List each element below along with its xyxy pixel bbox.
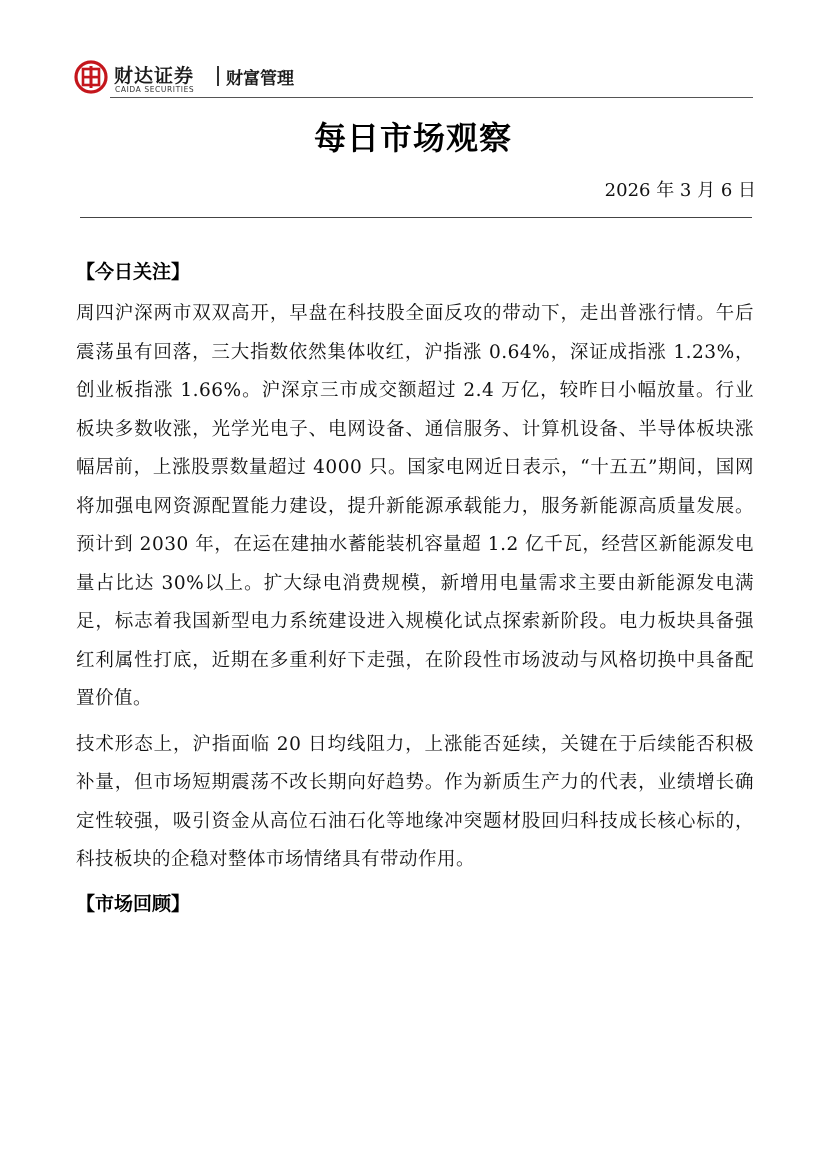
section-heading-market-review: 【市场回顾】	[76, 892, 191, 915]
header-divider	[217, 66, 219, 86]
paragraph: 技术形态上，沪指面临 20 日均线阻力，上涨能否延续，关键在于后续能否积极补量，但市场短期震荡不改长期向好趋势。作为新质生产力的代表，业绩增长确定性较强，吸引资金从高位石油石化等地缘冲突题材股回归科技成长核心标的，科技板块的企稳对整体市场情绪具有带动作用。	[76, 733, 754, 870]
date-rule	[80, 217, 752, 218]
page-title: 每日市场观察	[313, 119, 512, 157]
unit-name: 财富管理	[226, 69, 294, 89]
paragraph: 周四沪深两市双双高开，早盘在科技股全面反攻的带动下，走出普涨行情。午后震荡虽有回落，三大指数依然集体收红，沪指涨 0.64%，深证成指涨 1.23%，创业板指涨 1.66%。沪深京三市成交额超过 2.4 万亿，较昨日小幅放量。行业板块多数收涨，光学光电子、电网设备、通信服务、计算机设备、半导体板块涨幅居前，上涨股票数量超过 4000 只。国家电网近日表示，“十五五”期间，国网将加强电网资源配置能力建设，提升新能源承载能力，服务新能源高质量发展。预计到 2030 年，在运在建抽水蓄能装机容量超 1.2 亿千瓦，经营区新能源发电量占比达 30%以上。扩大绿电消费规模，新增用电量需求主要由新能源发电满足，标志着我国新型电力系统建设进入规模化试点探索新阶段。电力板块具备强红利属性打底，近期在多重利好下走强，在阶段性市场波动与风格切换中具备配置价值。	[76, 303, 754, 709]
header-rule	[110, 97, 753, 98]
section-heading-today-focus: 【今日关注】	[76, 261, 191, 283]
brand-english-name: CAIDA SECURITIES	[115, 85, 195, 94]
report-header	[74, 58, 754, 98]
report-date: 2026 年 3 月 6 日	[604, 180, 756, 201]
caida-logo-icon	[74, 60, 108, 94]
report-body	[76, 255, 754, 927]
brand-name: 财达证券	[114, 65, 195, 87]
